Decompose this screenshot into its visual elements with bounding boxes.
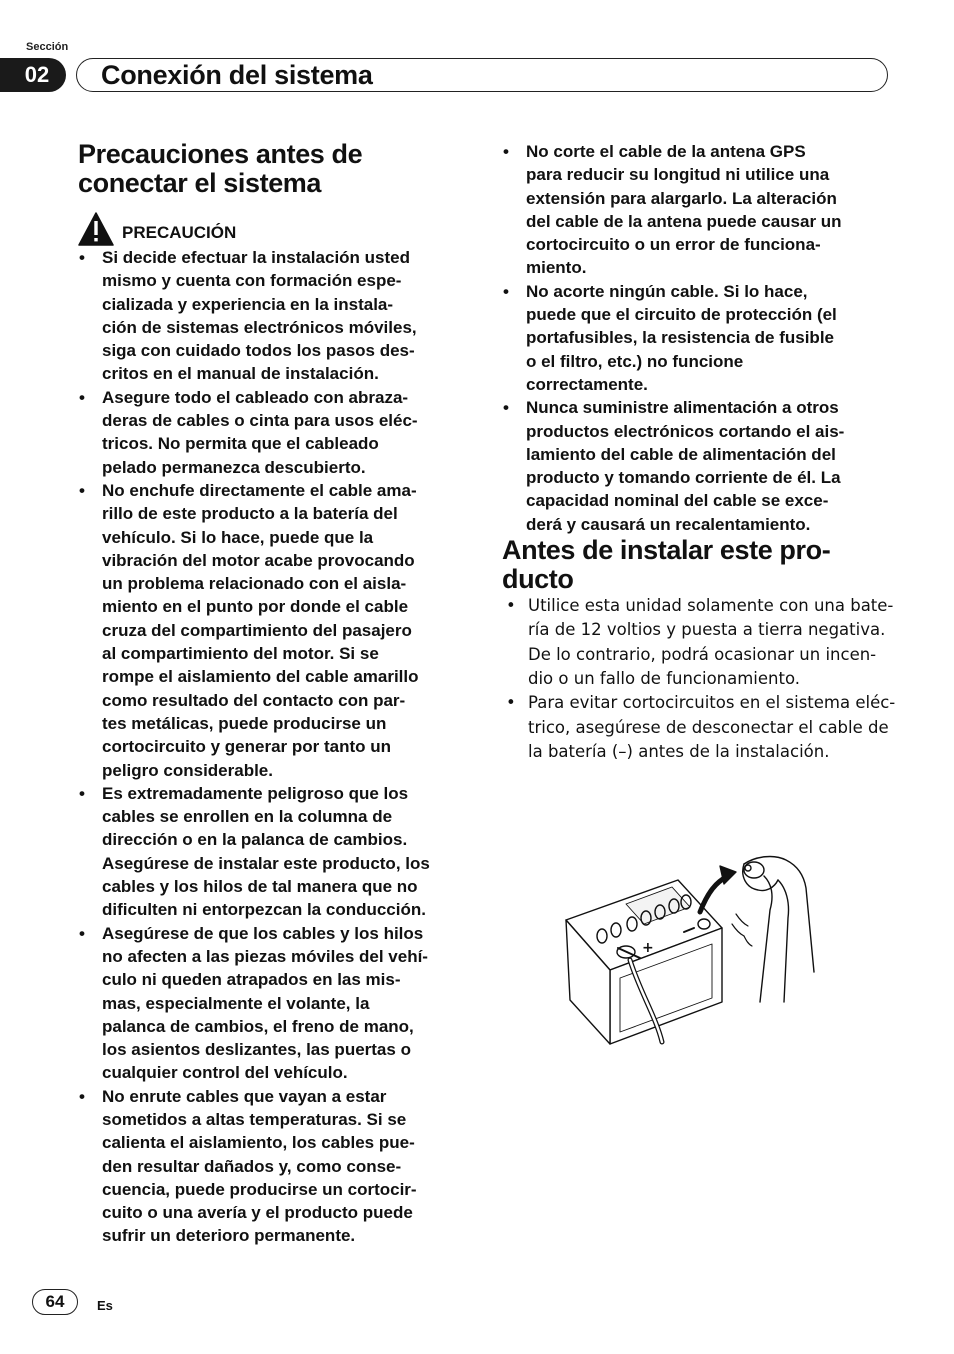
text-line: • Nunca suministre alimentación a otros — [526, 398, 839, 418]
text-line: del cable de la antena puede causar un — [526, 211, 842, 231]
text-line: culo ni queden atrapados en las mis- — [102, 970, 401, 990]
text-line: cuencia, puede producirse un cortocir- — [102, 1179, 417, 1199]
text-line: capacidad nominal del cable se exce- — [526, 491, 829, 511]
text-line: la batería (–) antes de la instalación. — [528, 741, 830, 761]
text-line: De lo contrario, podrá ocasionar un incen- — [528, 644, 877, 664]
text-line: ción de sistemas electrónicos móviles, — [102, 317, 417, 337]
text-line: productos electrónicos cortando el ais- — [526, 421, 845, 441]
text-line: deras de cables o cinta para usos eléc- — [102, 411, 418, 431]
text-line: Asegúrese de instalar este producto, los — [102, 853, 430, 873]
bullet-item — [78, 922, 468, 1085]
heading-line: Antes de instalar este pro- — [502, 535, 831, 566]
text-line: cializada y experiencia en la instala- — [102, 294, 394, 314]
bullet-item — [502, 594, 892, 691]
text-line: puede que el circuito de protección (el — [526, 305, 837, 325]
text-line: cuito o una avería y el producto puede — [102, 1203, 413, 1223]
text-line: cualquier control del vehículo. — [102, 1063, 348, 1083]
text-line: • Utilice esta unidad solamente con una bate- — [528, 596, 894, 616]
text-line: portafusibles, la resistencia de fusible — [526, 328, 834, 348]
bullet-item — [502, 280, 892, 396]
text-line: extensión para alargarlo. La alteración — [526, 188, 837, 208]
warning-triangle-icon — [78, 212, 114, 246]
precautions-heading — [78, 140, 468, 198]
text-line: sufrir un deterioro permanente. — [102, 1226, 356, 1246]
section-number-badge: 02 — [0, 58, 66, 92]
bullet-item — [78, 1085, 468, 1248]
caution-bullet-list — [78, 246, 468, 1248]
text-line: cortocircuito o un error de funciona- — [526, 235, 821, 255]
text-line: un problema relacionado con el aisla- — [102, 574, 407, 594]
caution-bullet-list-continued — [502, 140, 892, 536]
language-code: Es — [97, 1298, 113, 1313]
bullet-item — [78, 782, 468, 922]
heading-line: ducto — [502, 564, 574, 595]
text-line: al compartimiento del motor. Si se — [102, 644, 379, 664]
text-line: peligro considerable. — [102, 760, 273, 780]
text-line: rompe el aislamiento del cable amarillo — [102, 667, 419, 687]
text-line: cruza del compartimiento del pasajero — [102, 620, 412, 640]
caution-label: PRECAUCIÓN — [122, 223, 237, 242]
bullet-item — [78, 246, 468, 386]
text-line: para reducir su longitud ni utilice una — [526, 165, 830, 185]
section-label: Sección — [26, 41, 69, 53]
text-line: tricos. No permita que el cableado — [102, 434, 379, 454]
text-line: los asientos deslizantes, las puertas o — [102, 1040, 411, 1060]
right-column — [502, 140, 896, 764]
text-line: • Si decide efectuar la instalación usted — [102, 248, 410, 267]
text-line: dirección o en la palanca de cambios. — [102, 830, 408, 850]
text-line: mas, especialmente el volante, la — [102, 993, 370, 1013]
bullet-item — [78, 386, 468, 479]
bullet-item — [502, 691, 896, 764]
text-line: cortocircuito y generar por tanto un — [102, 737, 392, 757]
section-title: Conexión del sistema — [101, 59, 373, 90]
text-line: miento en el punto por donde el cable — [102, 597, 409, 617]
text-line: lamiento del cable de alimentación del — [526, 444, 836, 464]
text-line: calienta el aislamiento, los cables pue- — [102, 1133, 415, 1153]
text-line: • Para evitar cortocircuitos en el sistema eléc- — [528, 693, 896, 713]
text-line: trico, asegúrese de desconectar el cable de — [528, 717, 889, 737]
text-line: palanca de cambios, el freno de mano, — [102, 1016, 414, 1036]
section-title-box — [76, 58, 888, 92]
text-line: derá y causará un recalentamiento. — [526, 514, 811, 534]
text-line: • Asegúrese de que los cables y los hilos — [102, 923, 424, 943]
text-line: • No enrute cables que vayan a estar — [102, 1086, 387, 1106]
text-line: dio o un fallo de funcionamiento. — [528, 668, 801, 688]
text-line: critos en el manual de instalación. — [102, 364, 379, 384]
text-line: como resultado del contacto con par- — [102, 690, 406, 710]
text-line: ría de 12 voltios y puesta a tierra negativa. — [528, 620, 886, 640]
heading-line: conectar el sistema — [78, 168, 322, 198]
bullet-item — [502, 140, 892, 280]
text-line: pelado permanezca descubierto. — [102, 457, 366, 477]
text-line: vehículo. Si lo hace, puede que la — [102, 527, 374, 547]
text-line: • No acorte ningún cable. Si lo hace, — [526, 281, 808, 301]
text-line: vibración del motor acabe provocando — [102, 550, 415, 570]
text-line: cables y los hilos de tal manera que no — [102, 877, 418, 897]
text-line: cables se enrollen en la columna de — [102, 807, 393, 827]
text-line: no afecten a las piezas móviles del vehí- — [102, 946, 428, 966]
text-line: o el filtro, etc.) no funcione — [526, 351, 744, 371]
before-install-heading — [502, 536, 892, 594]
text-line: • No enchufe directamente el cable ama- — [102, 480, 417, 500]
svg-text:+: + — [642, 940, 654, 956]
text-line: correctamente. — [526, 374, 648, 394]
text-line: tes metálicas, puede producirse un — [102, 713, 387, 733]
text-line: siga con cuidado todos los pasos des- — [102, 341, 415, 361]
page-number: 64 — [32, 1289, 78, 1315]
text-line: dificulten ni entorpezcan la conducción. — [102, 900, 426, 920]
heading-line: Precauciones antes de — [78, 139, 363, 169]
text-line: den resultar dañados y, como conse- — [102, 1156, 402, 1176]
text-line: • No corte el cable de la antena GPS — [526, 142, 806, 161]
battery-disconnect-illustration — [560, 852, 830, 1047]
text-line: rillo de este producto a la batería del — [102, 504, 398, 524]
text-line: • Es extremadamente peligroso que los — [102, 783, 409, 803]
install-bullet-list — [502, 594, 896, 764]
bullet-item — [502, 396, 892, 536]
bullet-item — [78, 479, 468, 782]
text-line: • Asegure todo el cableado con abraza- — [102, 387, 409, 407]
text-line: producto y tomando corriente de él. La — [526, 468, 841, 488]
text-line: miento. — [526, 258, 587, 278]
text-line: mismo y cuenta con formación espe- — [102, 271, 402, 291]
caution-block — [78, 212, 468, 246]
text-line: sometidos a altas temperaturas. Si se — [102, 1109, 407, 1129]
left-column — [78, 140, 468, 1248]
